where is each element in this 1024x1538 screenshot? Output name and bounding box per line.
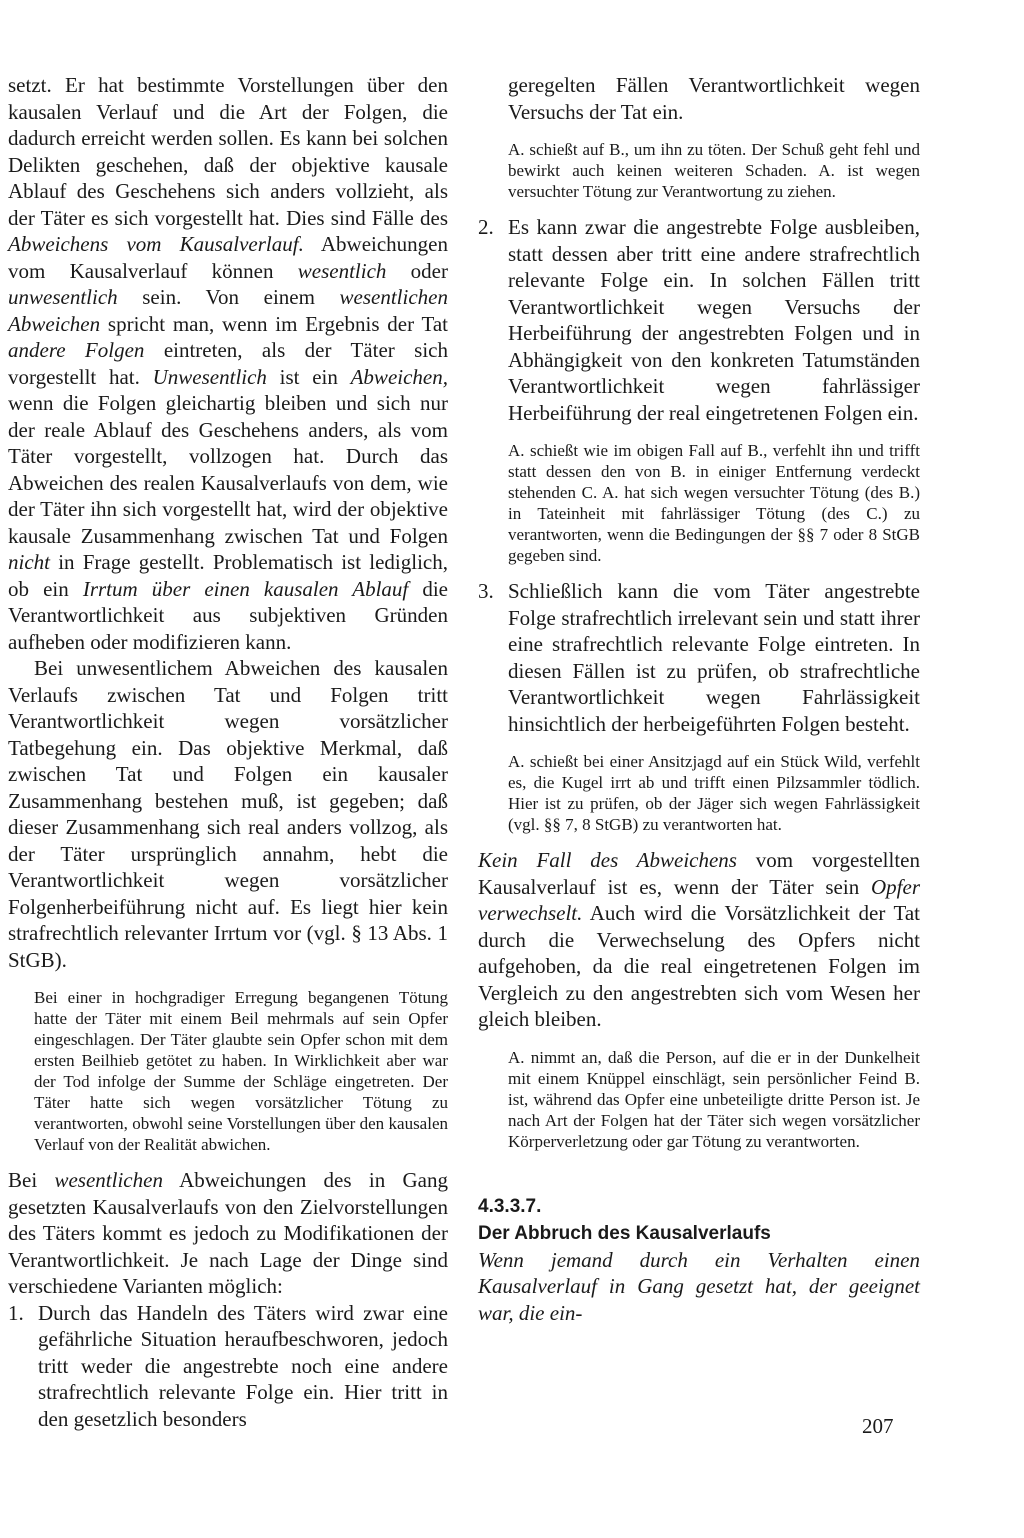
page-number: 207 (862, 1414, 894, 1438)
italic-term: Kein Fall des Abweichens (478, 848, 737, 872)
text-run: Auch wird die Vorsätzlichkeit der Tat durch die Verwechselung des Opfers nicht aufgehoben, da die real eingetretenen Folgen im Vergleich zu den angestrebten sich vom Wesen her gleich bleiben. (478, 901, 920, 1031)
text-run: oder (386, 258, 448, 283)
list-number: 1. (8, 1300, 24, 1325)
text-run: Bei (8, 1168, 55, 1192)
list-item-1 (8, 1300, 448, 1433)
list-item-text: Es kann zwar die angestrebte Folge ausbleiben, statt dessen aber tritt eine andere strafrechtlich relevante Folge ein. In solchen Fällen tritt Verantwortlichkeit wegen Versuchs der Herbeiführung der angestrebten Folgen und in Abhängigkeit von den konkreten Tatumständen Verantwortlichkeit wegen fahrlässiger Herbeiführung der real eingetretenen Folgen ein. (508, 215, 920, 425)
list-number: 2. (478, 215, 494, 239)
list-number: 3. (478, 579, 494, 603)
paragraph-intro (8, 72, 448, 655)
text-run: spricht man, wenn im Ergebnis der Tat (100, 311, 448, 336)
italic-term: Abweichen, (350, 364, 448, 389)
section-intro: Wenn jemand durch ein Verhalten einen Kausalverlauf in Gang gesetzt hat, der geeignet war, die ein- (478, 1247, 920, 1325)
text-run: setzt. Er hat bestimmte Vorstellungen über den kausalen Verlauf und die Art der Folgen, die dadurch erreicht werden sollen. Es kann bei solchen Delikten geschehen, daß der objektive kausale Ablauf des Geschehens sich anders vollzieht, als der Täter es sich vorgestellt hat. Dies sind Fälle des (8, 73, 448, 230)
list-item-text: Schließlich kann die vom Täter angestrebte Folge strafrechtlich irrelevant sein und statt ihrer eine strafrechtlich relevante Folge eintreten. In diesen Fällen ist zu prüfen, ob strafrechtliche Verantwortlichkeit wegen Fahrlässigkeit hinsichtlich der herbeigeführten Folgen besteht. (508, 579, 920, 736)
text-run: eintreten, als der Täter sich vorgestellt hat. (8, 338, 448, 389)
list-item-2 (478, 214, 920, 426)
italic-term: Opfer verwechselt. (478, 874, 920, 925)
example-schuss: A. schießt auf B., um ihn zu töten. Der Schuß geht fehl und bewirkt auch keinen weiteren Schaden. A. ist wegen versuchter Tötung zur Verantwortung zu ziehen. (508, 140, 920, 201)
section-title: Der Abbruch des Kausalverlaufs (478, 1222, 771, 1244)
list-item-1-continuation: geregelten Fällen Verantwortlichkeit wegen Versuchs der Tat ein. (508, 73, 920, 124)
italic-term: Abweichens vom Kausalverlauf. (8, 232, 304, 256)
text-run: ist ein (266, 364, 351, 389)
paragraph-verwechslung (478, 847, 920, 1033)
text-run: in Frage gestellt. Problematisch ist lediglich, ob ein (8, 550, 448, 601)
italic-term: andere Folgen (8, 338, 145, 362)
section-number: 4.3.3.7. (478, 1195, 542, 1217)
text-run: sein. Von einem (117, 285, 340, 309)
paragraph-unwesentlich: Bei unwesentlichem Abweichen des kausalen Verlaufs zwischen Tat und Folgen tritt Verantwortlichkeit wegen vorsätzlicher Tatbegehung ein. Das objektive Merkmal, daß zwischen Tat und Folgen ein kausaler Zusammenhang bestehen muß, ist gegeben; daß dieser Zusammenhang sich real anders vollzog, als der Täter ursprünglich annahm, hebt die Verantwortlichkeit wegen vorsätzlicher Folgenherbeiführung nicht auf. Es liegt hier kein strafrechtlich relevanter Irrtum vor (vgl. § 13 Abs. 1 StGB). (8, 656, 448, 972)
list-item-text: Durch das Handeln des Täters wird zwar eine gefährliche Situation heraufbeschworen, jedoch tritt weder die angestrebte noch eine andere strafrechtlich relevante Folge ein. Hier tritt in den gesetzlich besonders (38, 1300, 448, 1431)
text-run: die Verantwortlichkeit aus subjektiven Gründen aufheben oder modifizieren kann. (8, 576, 449, 654)
italic-term: wesentlich (297, 258, 387, 283)
italic-term: wesentlichen (54, 1168, 163, 1192)
italic-term: wesentlichen Abweichen (8, 285, 448, 336)
example-knueppel: A. nimmt an, daß die Person, auf die er in der Dunkelheit mit einem Knüppel einschlägt, sein persönlicher Feind B. ist, während das Opfer eine unbeteiligte dritte Person ist. Je nach Art der Folgen hat der Täter sich wegen vorsätzlicher Körperverletzung oder gar Tötung zu verantworten. (508, 1047, 920, 1151)
left-column (8, 72, 448, 1432)
text-run: Abweichungen des in Gang gesetzten Kausalverlaufs von den Zielvorstellungen des Täters kommt es jedoch zu Modifikationen der Verantwortlichkeit. Je nach Lage der Dinge sind verschiedene Varianten möglich: (8, 1168, 448, 1298)
italic-term: Irrtum über einen kausalen Ablauf (82, 576, 409, 601)
text-run: Abweichungen vom Kausalverlauf können (8, 232, 448, 283)
example-verfehlt: A. schießt wie im obigen Fall auf B., verfehlt ihn und trifft statt dessen den von B. in einiger Entfernung verdeckt stehenden C. A. hat sich wegen versuchter Tötung (des B.) in Tateinheit mit fahrlässiger Tötung (des C.) zu verantworten, wenn die Bedingungen der §§ 7 oder 8 StGB gegeben sind. (508, 441, 920, 565)
example-beil: Bei einer in hochgradiger Erregung begangenen Tötung hatte der Täter mit einem Beil mehrmals auf sein Opfer eingeschlagen. Der Täter glaubte sein Opfer schon mit dem ersten Beilhieb getötet zu haben. In Wirklichkeit aber war der Tod infolge der Summe der Schläge eingetreten. Der Täter hatte sich wegen vorsätzlicher Tötung zu verantworten, obwohl seine Vorstellungen über den kausalen Verlauf von der Realität abwichen. (34, 988, 448, 1154)
paragraph-wesentlich (8, 1167, 448, 1300)
text-run: vom vorgestellten Kausalverlauf ist es, wenn der Täter sein (478, 848, 921, 899)
text-run: wenn die Folgen gleichartig bleiben und sich nur der reale Ablauf des Geschehens anders, als vom Täter vorgestellt, vollzogen hat. Durch das Abweichen des realen Kausalverlaufs von dem, wie der Täter ihn sich vorgestellt hat, wird der objektive kausale Zusammenhang zwischen Tat und Folgen (8, 391, 448, 548)
list-item-3 (478, 578, 920, 737)
italic-term: nicht (8, 550, 50, 574)
example-ansitzjagd: A. schießt bei einer Ansitzjagd auf ein Stück Wild, verfehlt es, die Kugel irrt ab und trifft einen Pilzsammler tödlich. Hier ist zu prüfen, ob der Jäger sich wegen Fahrlässigkeit (vgl. §§ 7, 8 StGB) zu verantworten hat. (508, 752, 920, 834)
right-column (478, 72, 920, 1326)
italic-term: Unwesentlich (152, 364, 267, 389)
italic-term: unwesentlich (8, 285, 118, 309)
